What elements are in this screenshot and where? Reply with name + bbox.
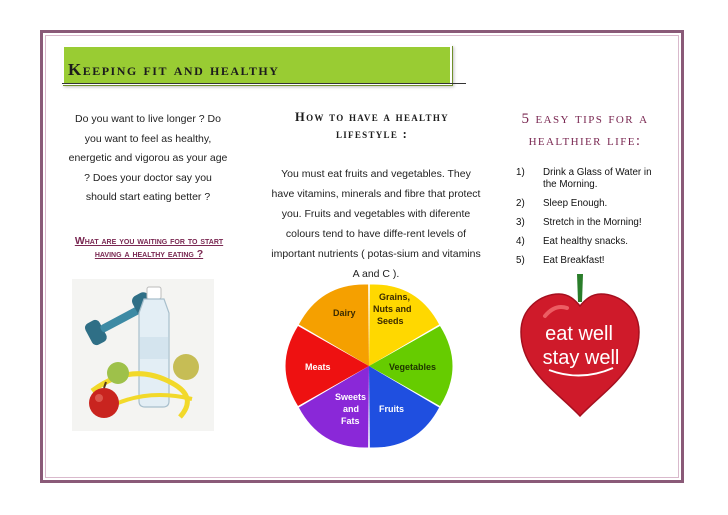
- wheel-label-sweets-1: Sweets: [335, 392, 367, 402]
- tip-number: 5): [516, 255, 525, 266]
- call-to-action-question: What are you waiting for to start having a healthy eating ?: [74, 235, 224, 260]
- wheel-label-grains-2: Nuts and: [373, 304, 412, 314]
- wheel-label-sweets-2: and: [343, 404, 360, 414]
- wheel-label-fruits: Fruits: [379, 404, 405, 414]
- tip-number: 2): [516, 198, 525, 209]
- intro-paragraph: Do you want to live longer ? Do you want to feel as healthy, energetic and vigorou as your age ? Does your doctor say you should start eating better ?: [68, 113, 228, 203]
- tip-text: Eat Breakfast!: [543, 255, 605, 266]
- tip-item: [516, 255, 666, 267]
- tip-text: Eat healthy snacks.: [543, 236, 628, 247]
- tip-text: Stretch in the Morning!: [543, 217, 642, 228]
- tips-list: [516, 167, 666, 274]
- tip-number: 1): [516, 167, 525, 178]
- apple-text-stay-well: stay well: [542, 347, 620, 369]
- wheel-label-meats: Meats: [305, 362, 331, 372]
- tip-text: Drink a Glass of Water in the Morning.: [543, 167, 652, 190]
- food-group-wheel: [284, 281, 454, 451]
- tip-item: [516, 198, 666, 210]
- page-title: Keeping fit and healthy: [68, 60, 280, 79]
- wheel-label-sweets-3: Fats: [341, 416, 360, 426]
- tip-item: [516, 217, 666, 229]
- eat-well-apple: [515, 270, 645, 420]
- fitness-photo: [72, 279, 214, 431]
- tip-number: 3): [516, 217, 525, 228]
- tip-text: Sleep Enough.: [543, 198, 608, 209]
- tips-heading: 5 easy tips for a healthier life:: [521, 111, 649, 149]
- tip-item: [516, 236, 666, 248]
- wheel-label-vegetables: Vegetables: [389, 362, 437, 372]
- lifestyle-heading: How to have a healthy lifestyle :: [295, 110, 449, 141]
- lifestyle-paragraph: You must eat fruits and vegetables. They have vitamins, minerals and fibre that protect you. Fruits and vegetables with diferente colours tend to have diffe-rent levels of important nutrients ( potas-sium and vitamins A and C ).: [271, 168, 481, 280]
- apple-text-eat-well: eat well: [545, 323, 613, 345]
- tip-number: 4): [516, 236, 525, 247]
- wheel-label-grains-3: Seeds: [377, 316, 404, 326]
- title-underline: [62, 83, 466, 84]
- wheel-label-grains-1: Grains,: [379, 292, 411, 302]
- tip-item: [516, 167, 666, 191]
- wheel-label-dairy: Dairy: [333, 308, 356, 318]
